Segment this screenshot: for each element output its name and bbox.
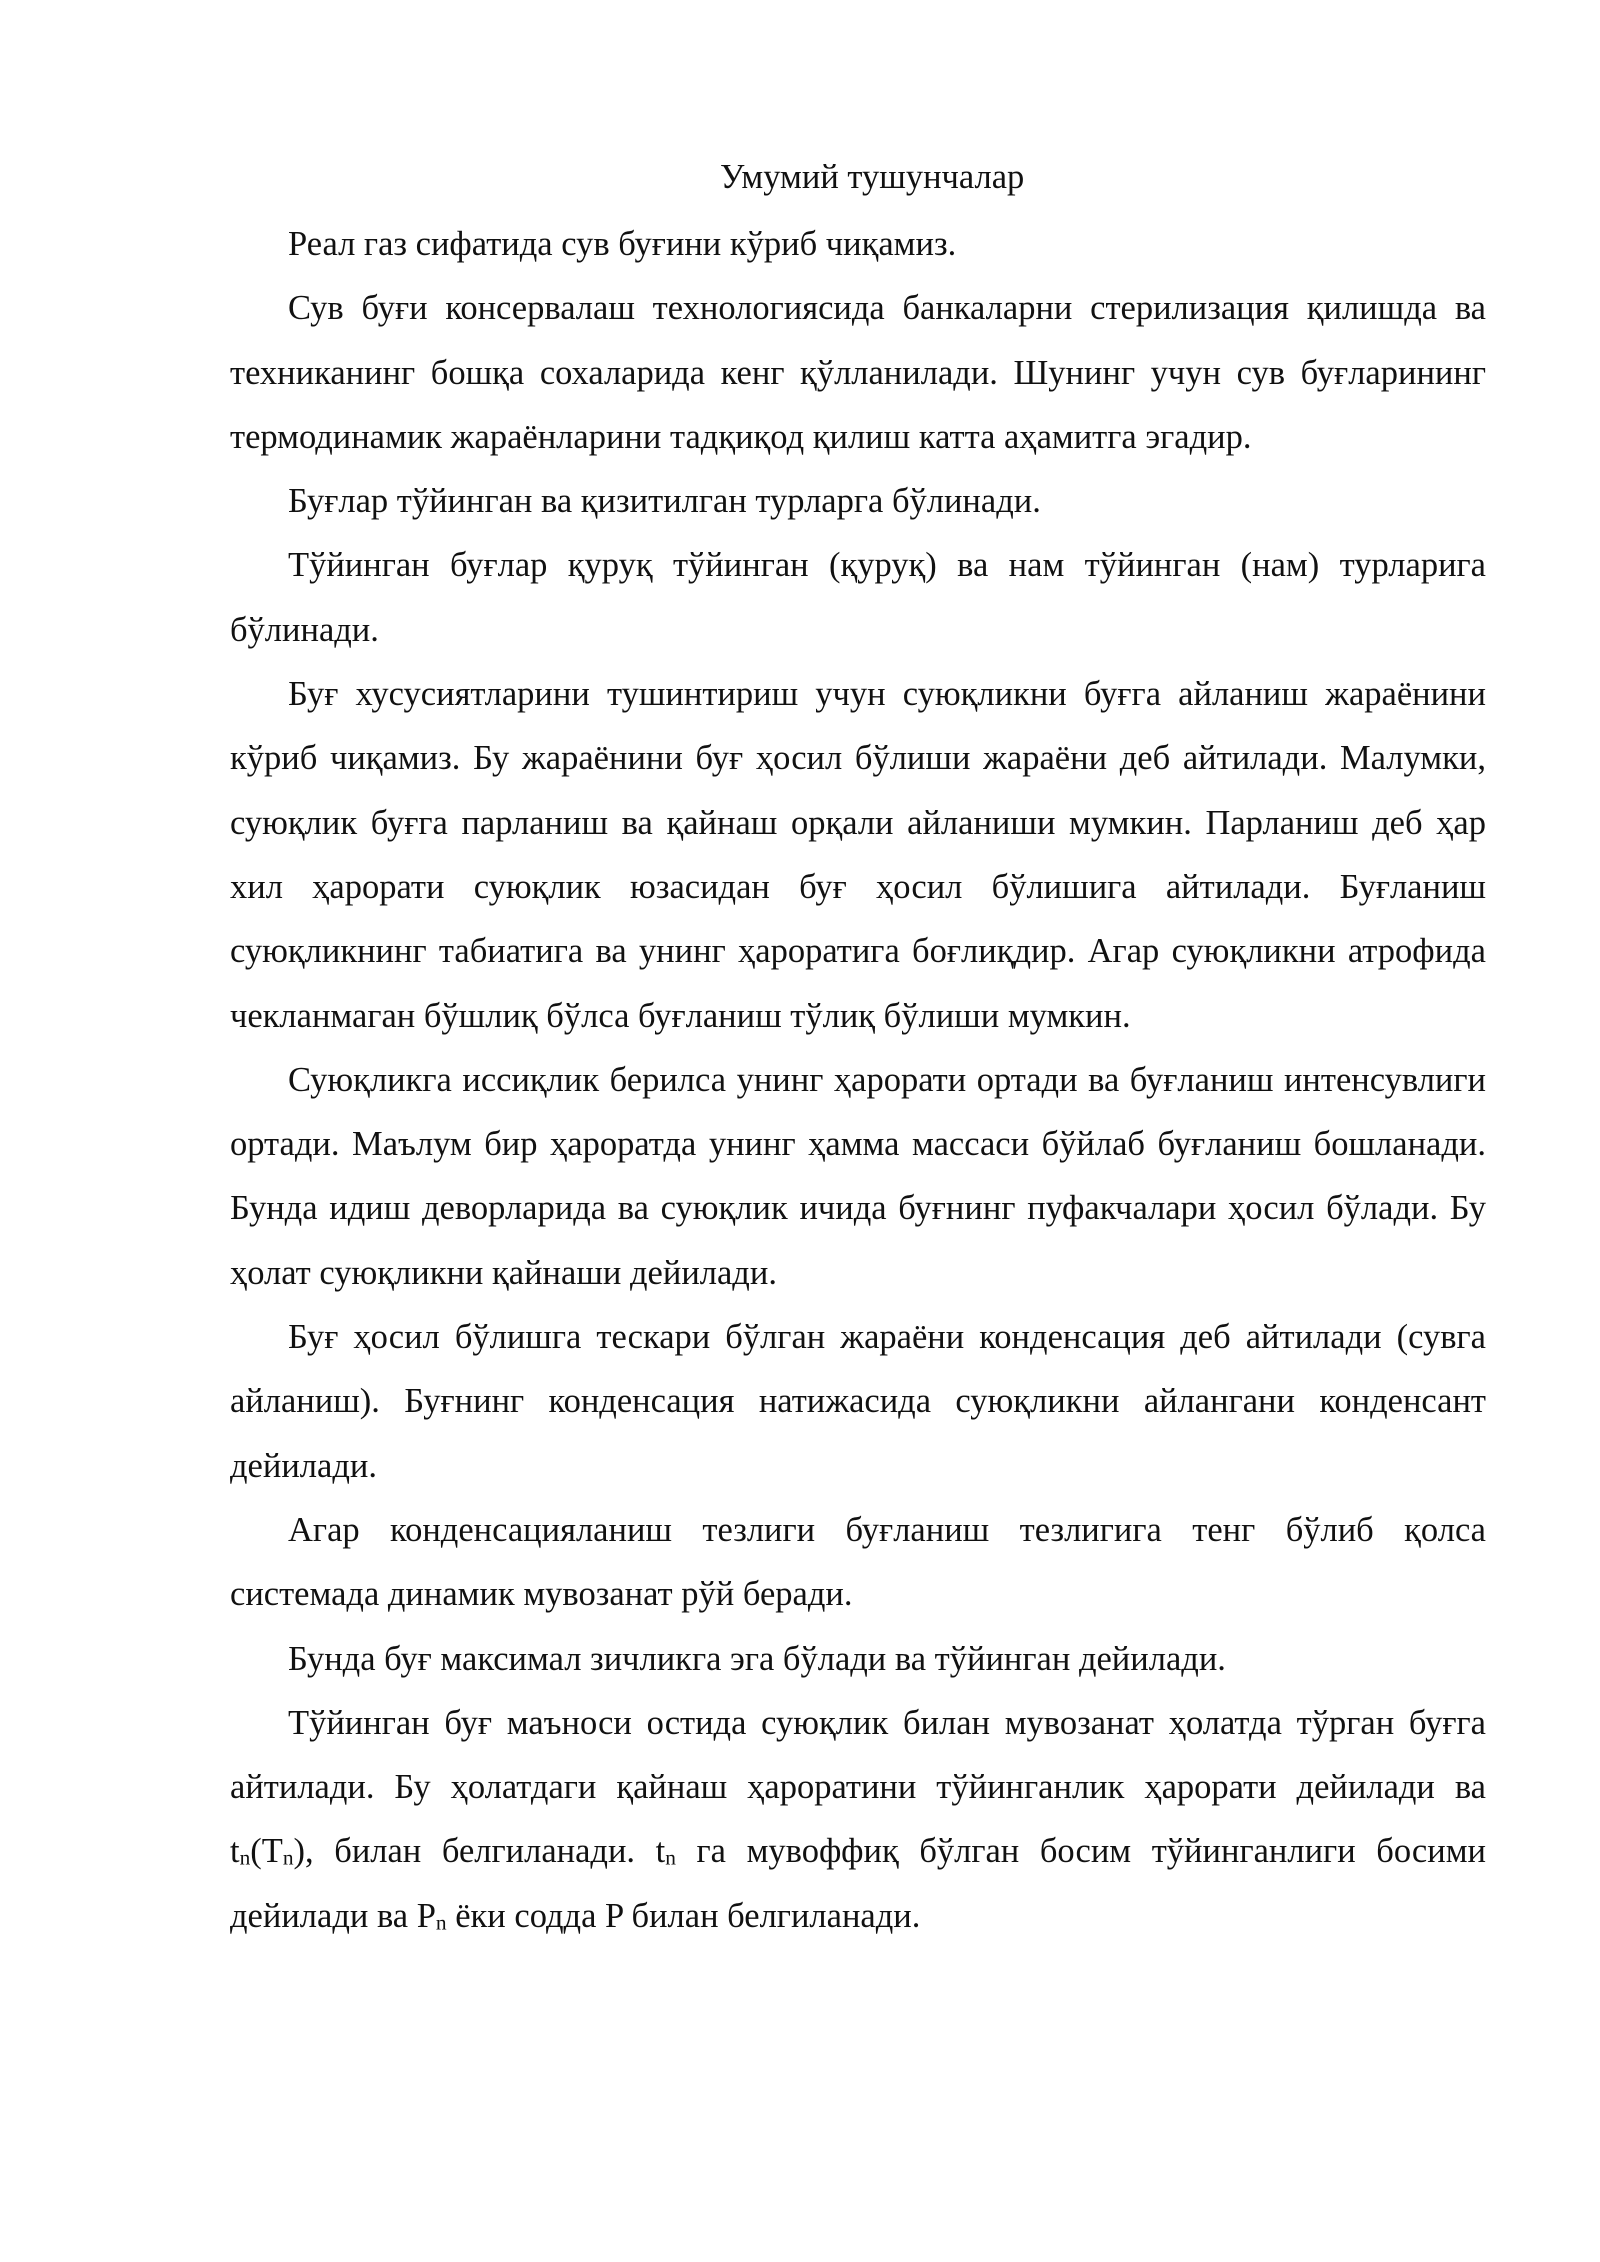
paragraph: Бунда буғ максимал зичликга эга бўлади ва тўйинган дейилади. (288, 1639, 1226, 1678)
paragraph-text: Тўйинган буғ маъноси остида суюқлик билан мувозанат ҳолатда тўрган буғга айтилади. Бу ҳолатдаги қайнаш ҳароратини тўйинганлик ҳарорати дейилади ва t (230, 1703, 1486, 1871)
paragraph-text: (T (250, 1832, 283, 1871)
paragraph: Агар конденсацияланиш тезлиги буғланиш тезлигига тенг бўлиб қолса системада динамик мувозанат рўй беради. (230, 1510, 1486, 1614)
subscript: n (435, 1910, 447, 1935)
paragraph: Сув буғи консервалаш технологиясида банкаларни стерилизация қилишда ва техниканинг бошқа сохаларида кенг қўлланилади. Шунинг учун сув буғларининг термодинамик жараёнларини тадқиқод қилиш катта аҳамитга эгадир. (230, 289, 1486, 456)
page-title: Умумий тушунчалар (720, 158, 1025, 196)
paragraph: Тўйинган буғлар қуруқ тўйинган (қуруқ) ва нам тўйинган (нам) турларига бўлинади. (230, 546, 1486, 649)
document-page (230, 145, 1486, 1948)
paragraph: Буғ ҳосил бўлишга тескари бўлган жараёни конденсация деб айтилади (сувга айланиш). Буғнинг конденсация натижасида суюқликни айлангани конденсант дейилади. (230, 1318, 1486, 1485)
paragraph-text: га мувоффиқ бўлган босим тўйинганлиги босими дейилади ва P (230, 1832, 1486, 1935)
paragraph: Буғлар тўйинган ва қизитилган турларга бўлинади. (288, 482, 1041, 521)
paragraph: Суюқликга иссиқлик берилса унинг ҳарорати ортади ва буғланиш интенсувлиги ортади. Маълум бир ҳароратда унинг ҳамма массаси бўйлаб буғланиш бошланади. Бунда идиш деворларида ва суюқлик ичида буғнинг пуфакчалари ҳосил бўлади. Бу ҳолат суюқликни қайнаши дейилади. (230, 1060, 1486, 1292)
paragraph-text: ёки содда P билан белгиланади. (446, 1896, 921, 1935)
subscript: n (282, 1845, 294, 1870)
subscript: n (665, 1845, 676, 1870)
paragraph: Реал газ сифатида сув буғини кўриб чиқамиз. (288, 225, 957, 263)
paragraph-text: ), билан белгиланади. t (293, 1832, 666, 1871)
paragraph: Буғ хусусиятларини тушинтириш учун суюқликни буғга айланиш жараёнини кўриб чиқамиз. Бу жараёнини буғ ҳосил бўлиши жараёни деб айтилади. Малумки, суюқлик буғга парланиш ва қайнаш орқали айланиши мумкин. Парланиш деб ҳар хил ҳарорати суюқлик юзасидан буғ ҳосил бўлишига айтилади. Буғланиш суюқликнинг табиатига ва унинг ҳароратига боғлиқдир. Агар суюқликни атрофида чекланмаган бўшлиқ бўлса буғланиш тўлиқ бўлиши мумкин. (230, 675, 1486, 1035)
subscript: n (239, 1845, 251, 1870)
paragraph-saturation (230, 1691, 1486, 1948)
